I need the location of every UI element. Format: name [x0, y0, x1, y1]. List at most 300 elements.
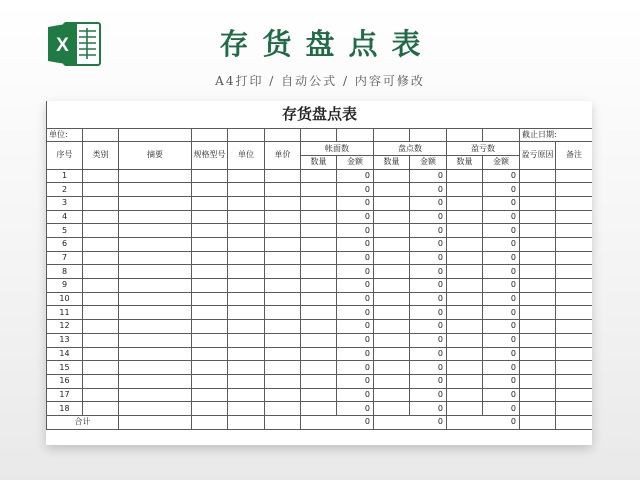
table-row [47, 292, 593, 306]
unit-cell[interactable] [228, 265, 265, 279]
price-cell[interactable] [265, 279, 301, 293]
count-qty-cell[interactable] [374, 306, 410, 320]
unit-cell[interactable] [228, 238, 265, 252]
category-cell[interactable] [83, 388, 119, 402]
diff-amount-cell[interactable]: 0 [483, 306, 520, 320]
spec-cell[interactable] [192, 402, 228, 416]
note-cell[interactable] [556, 224, 593, 238]
diff-qty-cell[interactable] [447, 333, 483, 347]
note-cell[interactable] [556, 333, 593, 347]
diff-amount-cell[interactable]: 0 [483, 402, 520, 416]
unit-cell[interactable] [228, 374, 265, 388]
diff-qty-cell[interactable] [447, 306, 483, 320]
count-amount-cell[interactable]: 0 [410, 169, 447, 183]
note-cell[interactable] [556, 374, 593, 388]
blank-cell[interactable] [301, 128, 337, 142]
price-cell[interactable] [265, 333, 301, 347]
spec-cell[interactable] [192, 347, 228, 361]
seq-cell[interactable]: 4 [47, 210, 83, 224]
count-amount-cell[interactable]: 0 [410, 196, 447, 210]
note-cell[interactable] [556, 251, 593, 265]
header-book-amount: 金额 [337, 155, 374, 169]
spec-cell[interactable] [192, 388, 228, 402]
category-cell[interactable] [83, 279, 119, 293]
reason-cell[interactable] [520, 183, 556, 197]
blank-cell[interactable] [265, 128, 301, 142]
reason-cell[interactable] [520, 402, 556, 416]
header-count-amount: 金额 [410, 155, 447, 169]
blank-cell[interactable] [192, 128, 228, 142]
summary-cell[interactable] [119, 265, 192, 279]
summary-cell[interactable] [119, 169, 192, 183]
unit-cell[interactable] [228, 183, 265, 197]
category-cell[interactable] [83, 238, 119, 252]
spec-cell[interactable] [192, 292, 228, 306]
category-cell[interactable] [83, 306, 119, 320]
category-cell[interactable] [83, 374, 119, 388]
total-book-amount: 0 [301, 415, 374, 429]
diff-amount-cell[interactable]: 0 [483, 210, 520, 224]
diff-amount-cell[interactable]: 0 [483, 265, 520, 279]
blank-cell[interactable] [119, 128, 192, 142]
book-amount-cell[interactable]: 0 [337, 306, 374, 320]
blank-cell[interactable] [556, 415, 593, 429]
book-qty-cell[interactable] [301, 251, 337, 265]
spec-cell[interactable] [192, 251, 228, 265]
book-amount-cell[interactable]: 0 [337, 169, 374, 183]
blank-cell[interactable] [520, 415, 556, 429]
unit-cell[interactable] [228, 169, 265, 183]
diff-amount-cell[interactable]: 0 [483, 279, 520, 293]
blank-cell[interactable] [228, 415, 265, 429]
header-diff: 盈亏数 [447, 142, 520, 156]
unit-label: 单位: [47, 128, 83, 142]
count-qty-cell[interactable] [374, 374, 410, 388]
diff-amount-cell[interactable]: 0 [483, 347, 520, 361]
diff-qty-cell[interactable] [447, 402, 483, 416]
count-amount-cell[interactable]: 0 [410, 361, 447, 375]
reason-cell[interactable] [520, 279, 556, 293]
table-row [47, 320, 593, 334]
book-amount-cell[interactable]: 0 [337, 183, 374, 197]
unit-cell[interactable] [228, 306, 265, 320]
category-cell[interactable] [83, 224, 119, 238]
summary-cell[interactable] [119, 388, 192, 402]
spec-cell[interactable] [192, 224, 228, 238]
reason-cell[interactable] [520, 238, 556, 252]
inventory-table [46, 101, 592, 430]
summary-cell[interactable] [119, 306, 192, 320]
date-label: 截止日期: [520, 128, 593, 142]
reason-cell[interactable] [520, 265, 556, 279]
count-amount-cell[interactable]: 0 [410, 347, 447, 361]
seq-cell[interactable]: 14 [47, 347, 83, 361]
book-amount-cell[interactable]: 0 [337, 374, 374, 388]
book-qty-cell[interactable] [301, 347, 337, 361]
diff-qty-cell[interactable] [447, 265, 483, 279]
reason-cell[interactable] [520, 347, 556, 361]
book-qty-cell[interactable] [301, 361, 337, 375]
price-cell[interactable] [265, 169, 301, 183]
count-qty-cell[interactable] [374, 279, 410, 293]
summary-cell[interactable] [119, 238, 192, 252]
count-qty-cell[interactable] [374, 210, 410, 224]
book-qty-cell[interactable] [301, 402, 337, 416]
seq-cell[interactable]: 10 [47, 292, 83, 306]
spec-cell[interactable] [192, 169, 228, 183]
count-qty-cell[interactable] [374, 292, 410, 306]
table-row [47, 251, 593, 265]
book-amount-cell[interactable]: 0 [337, 196, 374, 210]
price-cell[interactable] [265, 402, 301, 416]
diff-amount-cell[interactable]: 0 [483, 238, 520, 252]
diff-qty-cell[interactable] [447, 374, 483, 388]
note-cell[interactable] [556, 279, 593, 293]
book-qty-cell[interactable] [301, 388, 337, 402]
header-price: 单价 [265, 142, 301, 169]
total-diff-amount: 0 [447, 415, 520, 429]
spec-cell[interactable] [192, 320, 228, 334]
diff-qty-cell[interactable] [447, 361, 483, 375]
seq-cell[interactable]: 9 [47, 279, 83, 293]
reason-cell[interactable] [520, 196, 556, 210]
book-qty-cell[interactable] [301, 320, 337, 334]
price-cell[interactable] [265, 238, 301, 252]
count-amount-cell[interactable]: 0 [410, 333, 447, 347]
summary-cell[interactable] [119, 333, 192, 347]
unit-cell[interactable] [228, 347, 265, 361]
blank-cell[interactable] [119, 415, 192, 429]
diff-qty-cell[interactable] [447, 251, 483, 265]
spec-cell[interactable] [192, 196, 228, 210]
reason-cell[interactable] [520, 388, 556, 402]
summary-cell[interactable] [119, 402, 192, 416]
header-unit: 单位 [228, 142, 265, 169]
price-cell[interactable] [265, 306, 301, 320]
book-qty-cell[interactable] [301, 238, 337, 252]
note-cell[interactable] [556, 388, 593, 402]
category-cell[interactable] [83, 347, 119, 361]
reason-cell[interactable] [520, 210, 556, 224]
book-qty-cell[interactable] [301, 374, 337, 388]
summary-cell[interactable] [119, 320, 192, 334]
header-book-qty: 数量 [301, 155, 337, 169]
category-cell[interactable] [83, 320, 119, 334]
count-qty-cell[interactable] [374, 251, 410, 265]
price-cell[interactable] [265, 196, 301, 210]
count-amount-cell[interactable]: 0 [410, 374, 447, 388]
reason-cell[interactable] [520, 306, 556, 320]
seq-cell[interactable]: 7 [47, 251, 83, 265]
header-category: 类别 [83, 142, 119, 169]
note-cell[interactable] [556, 265, 593, 279]
unit-cell[interactable] [228, 251, 265, 265]
spec-cell[interactable] [192, 279, 228, 293]
category-cell[interactable] [83, 402, 119, 416]
blank-cell[interactable] [410, 128, 447, 142]
seq-cell[interactable]: 17 [47, 388, 83, 402]
unit-cell[interactable] [228, 279, 265, 293]
count-qty-cell[interactable] [374, 320, 410, 334]
count-amount-cell[interactable]: 0 [410, 251, 447, 265]
book-amount-cell[interactable]: 0 [337, 279, 374, 293]
diff-amount-cell[interactable]: 0 [483, 183, 520, 197]
reason-cell[interactable] [520, 292, 556, 306]
note-cell[interactable] [556, 306, 593, 320]
note-cell[interactable] [556, 238, 593, 252]
diff-qty-cell[interactable] [447, 347, 483, 361]
count-qty-cell[interactable] [374, 183, 410, 197]
diff-amount-cell[interactable]: 0 [483, 251, 520, 265]
summary-cell[interactable] [119, 292, 192, 306]
unit-cell[interactable] [228, 333, 265, 347]
book-qty-cell[interactable] [301, 183, 337, 197]
summary-cell[interactable] [119, 251, 192, 265]
summary-cell[interactable] [119, 361, 192, 375]
reason-cell[interactable] [520, 251, 556, 265]
price-cell[interactable] [265, 320, 301, 334]
summary-cell[interactable] [119, 183, 192, 197]
unit-cell[interactable] [228, 210, 265, 224]
price-cell[interactable] [265, 361, 301, 375]
book-amount-cell[interactable]: 0 [337, 388, 374, 402]
book-qty-cell[interactable] [301, 210, 337, 224]
seq-cell[interactable]: 11 [47, 306, 83, 320]
header-count-qty: 数量 [374, 155, 410, 169]
category-cell[interactable] [83, 333, 119, 347]
count-amount-cell[interactable]: 0 [410, 292, 447, 306]
diff-amount-cell[interactable]: 0 [483, 374, 520, 388]
seq-cell[interactable]: 16 [47, 374, 83, 388]
count-qty-cell[interactable] [374, 388, 410, 402]
count-qty-cell[interactable] [374, 224, 410, 238]
price-cell[interactable] [265, 374, 301, 388]
seq-cell[interactable]: 12 [47, 320, 83, 334]
summary-cell[interactable] [119, 347, 192, 361]
price-cell[interactable] [265, 210, 301, 224]
reason-cell[interactable] [520, 320, 556, 334]
seq-cell[interactable]: 15 [47, 361, 83, 375]
unit-cell[interactable] [228, 361, 265, 375]
price-cell[interactable] [265, 388, 301, 402]
page-title: 存货盘点表 [219, 27, 435, 61]
count-qty-cell[interactable] [374, 333, 410, 347]
diff-qty-cell[interactable] [447, 388, 483, 402]
count-amount-cell[interactable]: 0 [410, 306, 447, 320]
price-cell[interactable] [265, 292, 301, 306]
spec-cell[interactable] [192, 333, 228, 347]
category-cell[interactable] [83, 292, 119, 306]
category-cell[interactable] [83, 265, 119, 279]
summary-cell[interactable] [119, 196, 192, 210]
book-amount-cell[interactable]: 0 [337, 333, 374, 347]
book-amount-cell[interactable]: 0 [337, 224, 374, 238]
seq-cell[interactable]: 1 [47, 169, 83, 183]
book-qty-cell[interactable] [301, 279, 337, 293]
table-row [47, 196, 593, 210]
count-amount-cell[interactable]: 0 [410, 279, 447, 293]
book-amount-cell[interactable]: 0 [337, 347, 374, 361]
note-cell[interactable] [556, 347, 593, 361]
reason-cell[interactable] [520, 333, 556, 347]
count-amount-cell[interactable]: 0 [410, 224, 447, 238]
count-qty-cell[interactable] [374, 169, 410, 183]
table-row [47, 333, 593, 347]
book-amount-cell[interactable]: 0 [337, 210, 374, 224]
book-qty-cell[interactable] [301, 265, 337, 279]
unit-cell[interactable] [228, 320, 265, 334]
note-cell[interactable] [556, 320, 593, 334]
spec-cell[interactable] [192, 306, 228, 320]
note-cell[interactable] [556, 210, 593, 224]
category-cell[interactable] [83, 210, 119, 224]
diff-qty-cell[interactable] [447, 196, 483, 210]
book-qty-cell[interactable] [301, 292, 337, 306]
diff-qty-cell[interactable] [447, 210, 483, 224]
category-cell[interactable] [83, 169, 119, 183]
spec-cell[interactable] [192, 265, 228, 279]
reason-cell[interactable] [520, 374, 556, 388]
diff-qty-cell[interactable] [447, 238, 483, 252]
price-cell[interactable] [265, 251, 301, 265]
summary-cell[interactable] [119, 374, 192, 388]
seq-cell[interactable]: 6 [47, 238, 83, 252]
price-cell[interactable] [265, 224, 301, 238]
book-qty-cell[interactable] [301, 196, 337, 210]
book-amount-cell[interactable]: 0 [337, 402, 374, 416]
diff-amount-cell[interactable]: 0 [483, 320, 520, 334]
book-qty-cell[interactable] [301, 306, 337, 320]
price-cell[interactable] [265, 183, 301, 197]
unit-cell[interactable] [228, 402, 265, 416]
blank-cell[interactable] [374, 128, 410, 142]
table-row [47, 279, 593, 293]
book-amount-cell[interactable]: 0 [337, 251, 374, 265]
unit-cell[interactable] [228, 388, 265, 402]
note-cell[interactable] [556, 196, 593, 210]
note-cell[interactable] [556, 402, 593, 416]
spec-cell[interactable] [192, 183, 228, 197]
book-qty-cell[interactable] [301, 169, 337, 183]
book-amount-cell[interactable]: 0 [337, 265, 374, 279]
count-qty-cell[interactable] [374, 402, 410, 416]
count-amount-cell[interactable]: 0 [410, 210, 447, 224]
reason-cell[interactable] [520, 224, 556, 238]
book-amount-cell[interactable]: 0 [337, 292, 374, 306]
unit-cell[interactable] [228, 196, 265, 210]
table-row [47, 210, 593, 224]
diff-amount-cell[interactable]: 0 [483, 169, 520, 183]
book-qty-cell[interactable] [301, 333, 337, 347]
spec-cell[interactable] [192, 238, 228, 252]
unit-cell[interactable] [228, 224, 265, 238]
category-cell[interactable] [83, 183, 119, 197]
note-cell[interactable] [556, 292, 593, 306]
table-row [47, 224, 593, 238]
page-header [0, 0, 640, 100]
header-reason: 盈亏原因 [520, 142, 556, 169]
count-qty-cell[interactable] [374, 361, 410, 375]
category-cell[interactable] [83, 196, 119, 210]
blank-cell[interactable] [265, 415, 301, 429]
category-cell[interactable] [83, 361, 119, 375]
seq-cell[interactable]: 2 [47, 183, 83, 197]
diff-amount-cell[interactable]: 0 [483, 333, 520, 347]
reason-cell[interactable] [520, 361, 556, 375]
table-row [47, 183, 593, 197]
count-qty-cell[interactable] [374, 238, 410, 252]
count-amount-cell[interactable]: 0 [410, 402, 447, 416]
count-amount-cell[interactable]: 0 [410, 183, 447, 197]
count-qty-cell[interactable] [374, 196, 410, 210]
unit-value-cell[interactable] [83, 128, 119, 142]
price-cell[interactable] [265, 347, 301, 361]
blank-cell[interactable] [483, 128, 520, 142]
note-cell[interactable] [556, 183, 593, 197]
blank-cell[interactable] [228, 128, 265, 142]
summary-cell[interactable] [119, 224, 192, 238]
note-cell[interactable] [556, 361, 593, 375]
diff-amount-cell[interactable]: 0 [483, 361, 520, 375]
diff-qty-cell[interactable] [447, 183, 483, 197]
diff-qty-cell[interactable] [447, 279, 483, 293]
seq-cell[interactable]: 3 [47, 196, 83, 210]
diff-amount-cell[interactable]: 0 [483, 196, 520, 210]
spec-cell[interactable] [192, 374, 228, 388]
inventory-sheet [46, 101, 592, 445]
seq-cell[interactable]: 5 [47, 224, 83, 238]
diff-qty-cell[interactable] [447, 292, 483, 306]
seq-cell[interactable]: 8 [47, 265, 83, 279]
book-amount-cell[interactable]: 0 [337, 361, 374, 375]
summary-cell[interactable] [119, 279, 192, 293]
summary-cell[interactable] [119, 210, 192, 224]
book-qty-cell[interactable] [301, 224, 337, 238]
price-cell[interactable] [265, 265, 301, 279]
count-amount-cell[interactable]: 0 [410, 320, 447, 334]
diff-qty-cell[interactable] [447, 224, 483, 238]
diff-amount-cell[interactable]: 0 [483, 292, 520, 306]
count-amount-cell[interactable]: 0 [410, 388, 447, 402]
unit-cell[interactable] [228, 292, 265, 306]
blank-cell[interactable] [192, 415, 228, 429]
seq-cell[interactable]: 18 [47, 402, 83, 416]
blank-cell[interactable] [337, 128, 374, 142]
diff-qty-cell[interactable] [447, 169, 483, 183]
header-note: 备注 [556, 142, 593, 169]
book-amount-cell[interactable]: 0 [337, 320, 374, 334]
count-amount-cell[interactable]: 0 [410, 238, 447, 252]
reason-cell[interactable] [520, 169, 556, 183]
diff-amount-cell[interactable]: 0 [483, 224, 520, 238]
seq-cell[interactable]: 13 [47, 333, 83, 347]
count-qty-cell[interactable] [374, 347, 410, 361]
header-book: 帐面数 [301, 142, 374, 156]
category-cell[interactable] [83, 251, 119, 265]
note-cell[interactable] [556, 169, 593, 183]
book-amount-cell[interactable]: 0 [337, 238, 374, 252]
table-row [47, 347, 593, 361]
blank-cell[interactable] [447, 128, 483, 142]
count-qty-cell[interactable] [374, 265, 410, 279]
spec-cell[interactable] [192, 361, 228, 375]
diff-qty-cell[interactable] [447, 320, 483, 334]
spec-cell[interactable] [192, 210, 228, 224]
count-amount-cell[interactable]: 0 [410, 265, 447, 279]
diff-amount-cell[interactable]: 0 [483, 388, 520, 402]
table-row [47, 361, 593, 375]
table-row [47, 388, 593, 402]
